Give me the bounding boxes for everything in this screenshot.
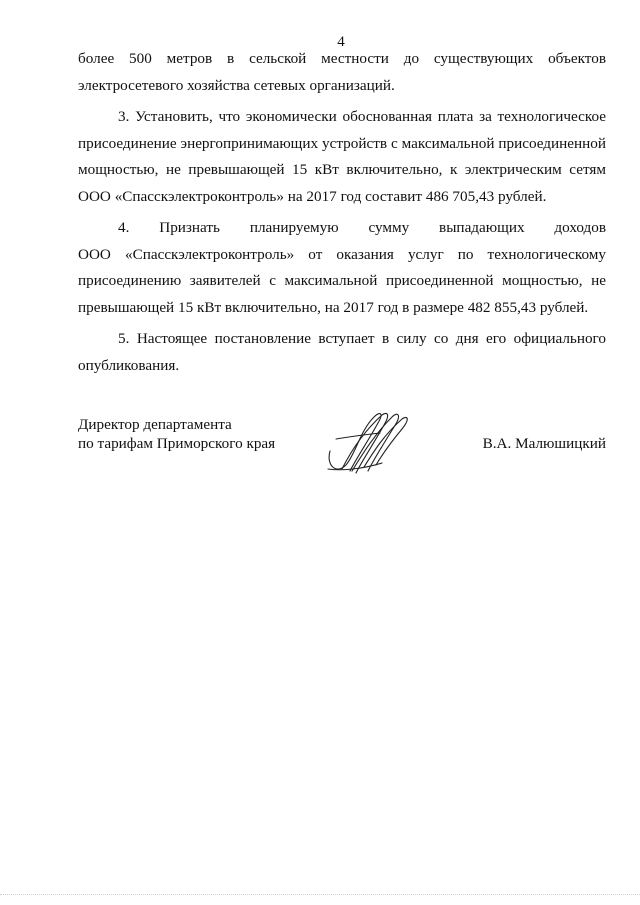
paragraph-continuation [78,46,606,99]
page-number: 4 [337,34,345,50]
text-line: ООО «Спасскэлектроконтроль» на 2017 год составит 486 705,43 рублей. [78,187,547,205]
text-line: 4. Признать планируемую сумму выпадающих доходов [118,219,606,236]
text-line: присоединению заявителей с максимальной присоединенной мощностью, не [78,272,606,289]
paragraph-item-3 [78,104,606,210]
text-line: превышающей 15 кВт включительно, на 2017 год в размере 482 855,43 рублей. [78,298,589,316]
text-line: электросетевого хозяйства сетевых организаций. [78,76,395,94]
text-line: присоединение энергопринимающих устройств с максимальной присоединенной [78,134,606,152]
text-line: опубликования. [78,356,180,374]
text-line: 3. Установить, что экономически обоснованная плата за технологическое [118,108,606,125]
signature-block [78,415,606,485]
scan-edge-divider [0,894,640,905]
text-line: мощностью, не превышающей 15 кВт включительно, к электрическим сетям [78,161,606,178]
signatory-position [78,415,308,453]
position-line: Директор департамента [78,416,232,433]
signatory-name: В.А. Малюшицкий [482,435,606,452]
document-body [78,46,606,379]
paragraph-item-5 [78,326,606,379]
text-line: ООО «Спасскэлектроконтроль» от оказания услуг по технологическому [78,245,606,263]
paragraph-item-4 [78,215,606,321]
text-line: 5. Настоящее постановление вступает в силу со дня его официального [118,330,606,347]
handwritten-signature-icon [322,409,412,479]
position-line: по тарифам Приморского края [78,435,276,452]
text-line: более 500 метров в сельской местности до существующих объектов [78,50,606,67]
